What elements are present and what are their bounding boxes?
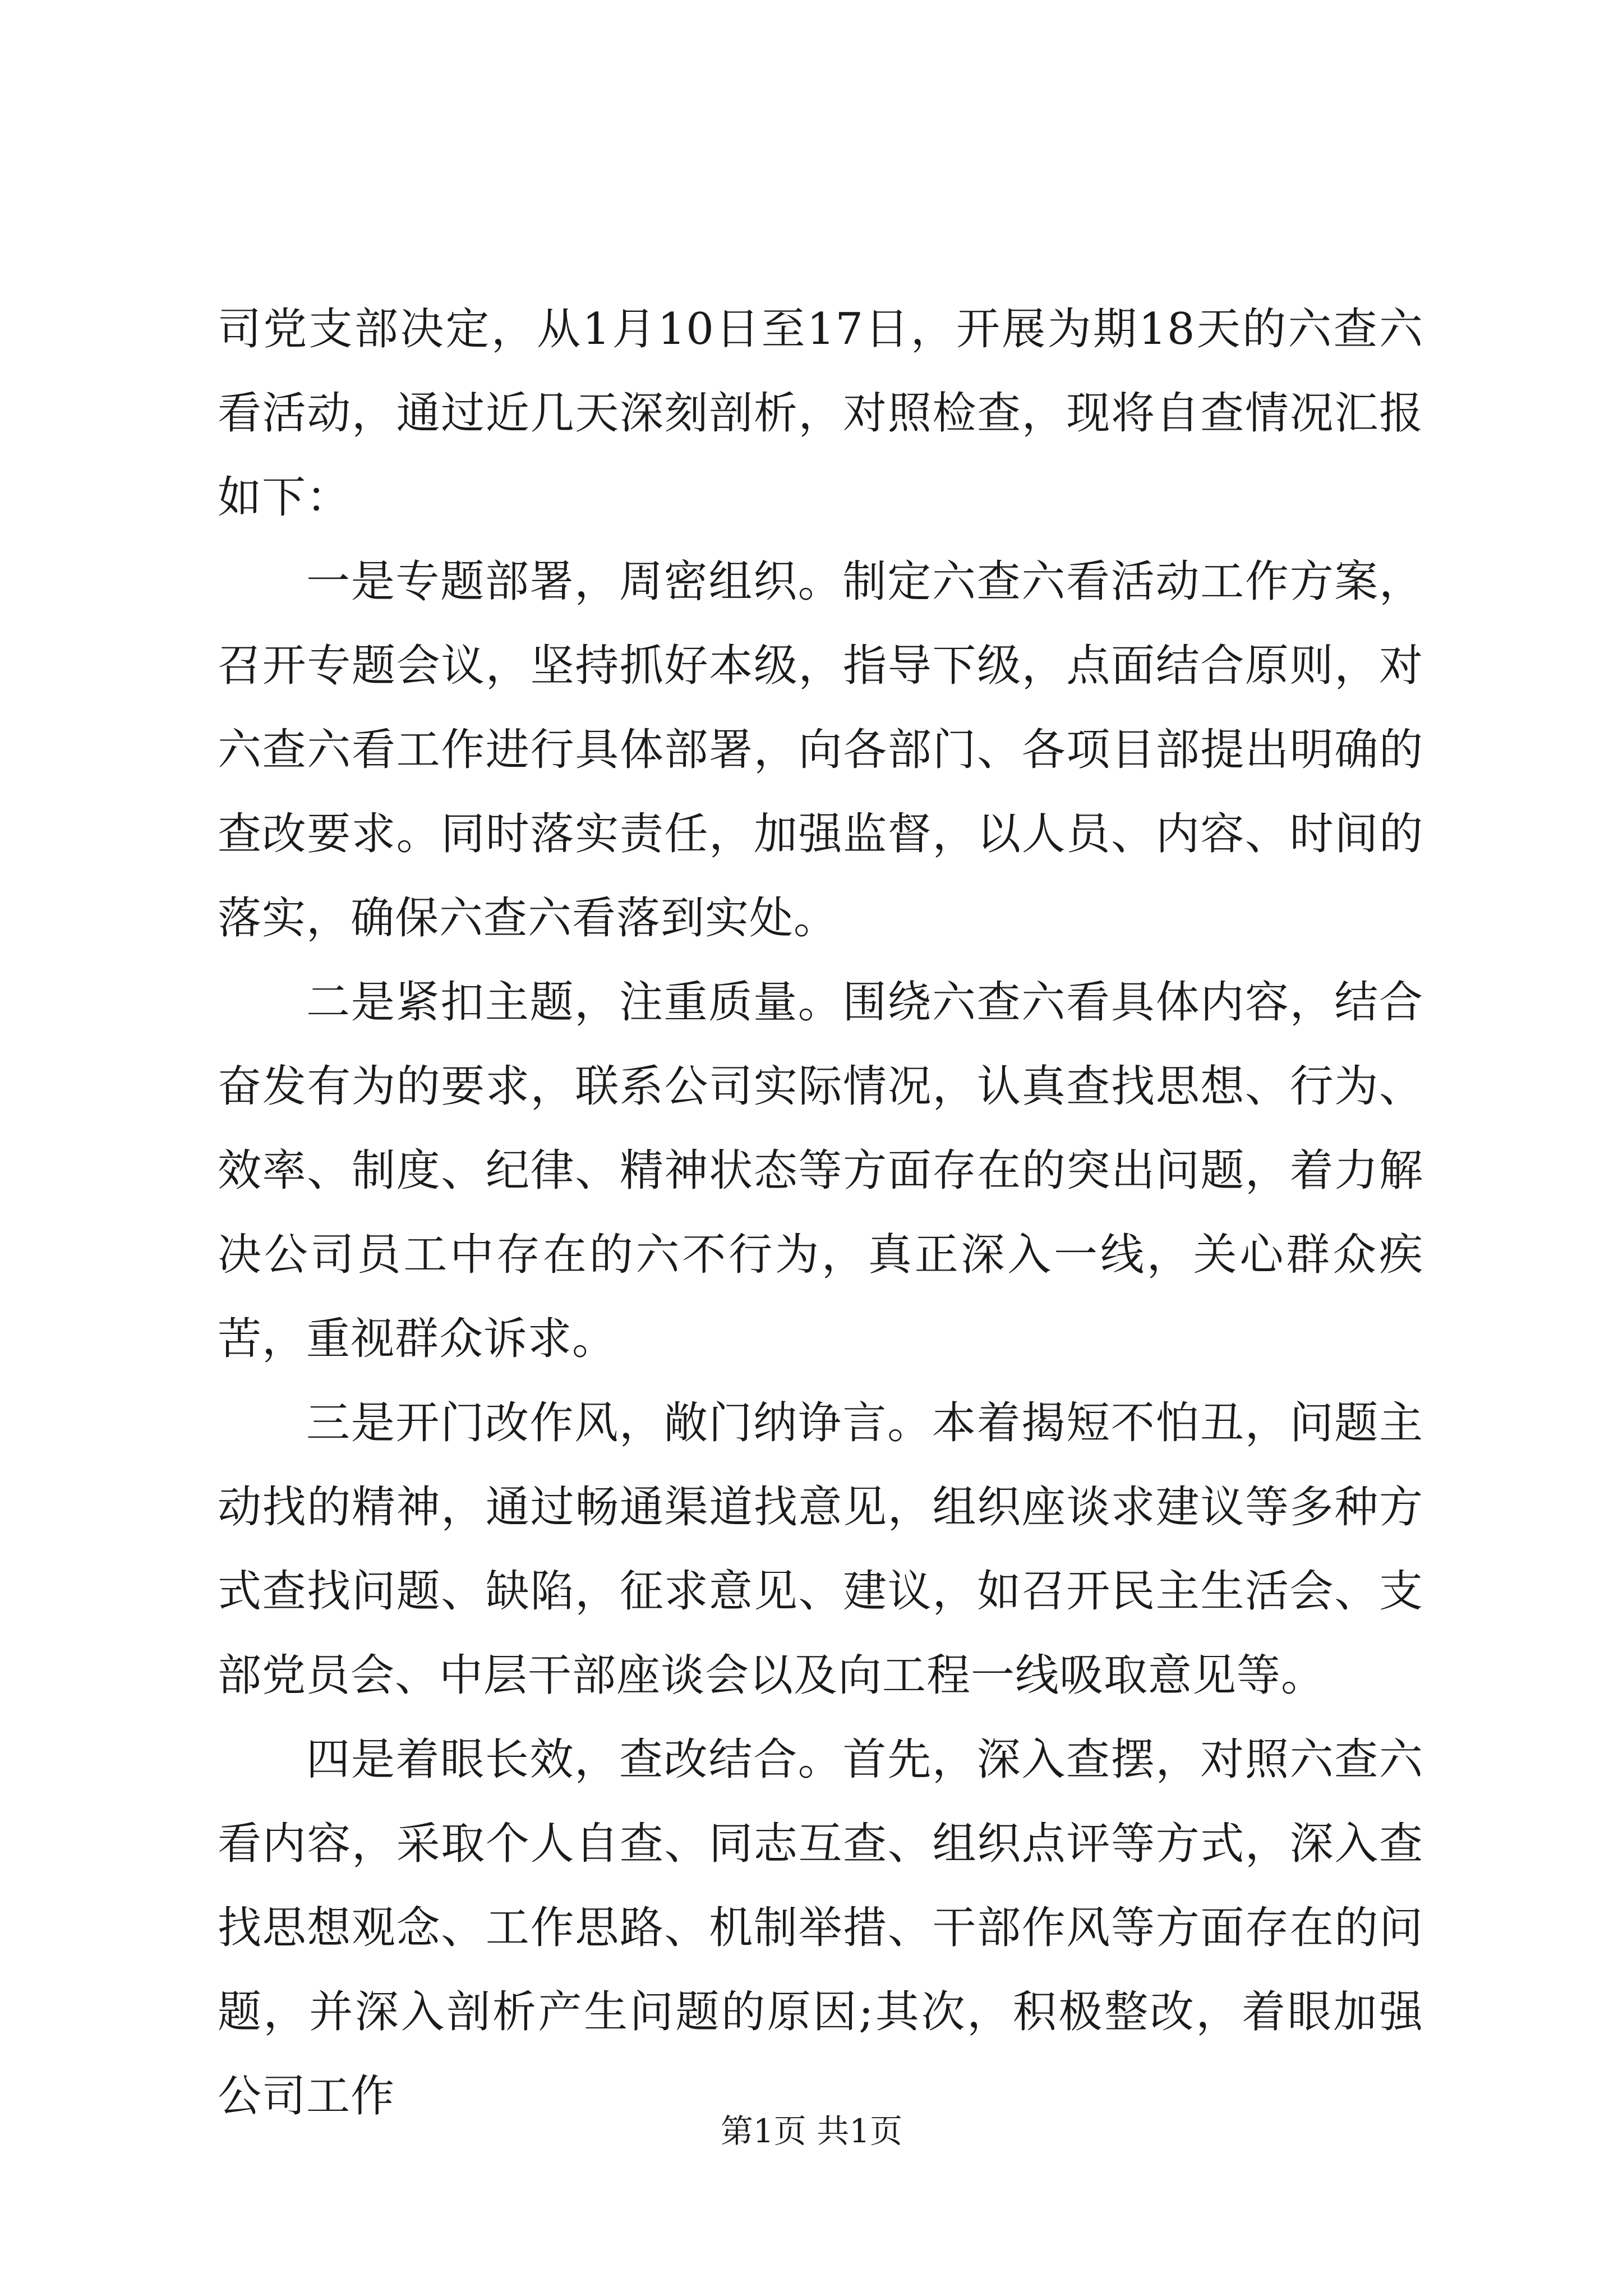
paragraph-point-3: 三是开门改作风，敞门纳诤言。本着揭短不怕丑，问题主动找的精神，通过畅通渠道找意见，组织座谈求建议等多种方式查找问题、缺陷，征求意见、建议，如召开民主生活会、支部党员会、中层干部座谈会以及向工程一线吸取意见等。: [218, 1398, 1423, 1701]
paragraph-intro: 司党支部决定，从1月10日至17日，开展为期18天的六查六看活动，通过近几天深刻剖析，对照检查，现将自查情况汇报如下：: [218, 304, 1423, 523]
document-body: [218, 287, 1423, 2138]
paragraph-point-4: 四是着眼长效，查改结合。首先，深入查摆，对照六查六看内容，采取个人自查、同志互查、组织点评等方式，深入查找思想观念、工作思路、机制举措、干部作风等方面存在的问题，并深入剖析产生问题的原因;其次，积极整改，着眼加强公司工作: [218, 1734, 1423, 2122]
page-number-footer: 第1页 共1页: [720, 2112, 903, 2150]
paragraph-point-2: 二是紧扣主题，注重质量。围绕六查六看具体内容，结合奋发有为的要求，联系公司实际情况，认真查找思想、行为、效率、制度、纪律、精神状态等方面存在的突出问题，着力解决公司员工中存在的六不行为，真正深入一线，关心群众疾苦，重视群众诉求。: [218, 977, 1423, 1364]
paragraph-point-1: 一是专题部署，周密组织。制定六查六看活动工作方案，召开专题会议，坚持抓好本级，指导下级，点面结合原则，对六查六看工作进行具体部署，向各部门、各项目部提出明确的查改要求。同时落实责任，加强监督，以人员、内容、时间的落实，确保六查六看落到实处。: [218, 556, 1423, 944]
